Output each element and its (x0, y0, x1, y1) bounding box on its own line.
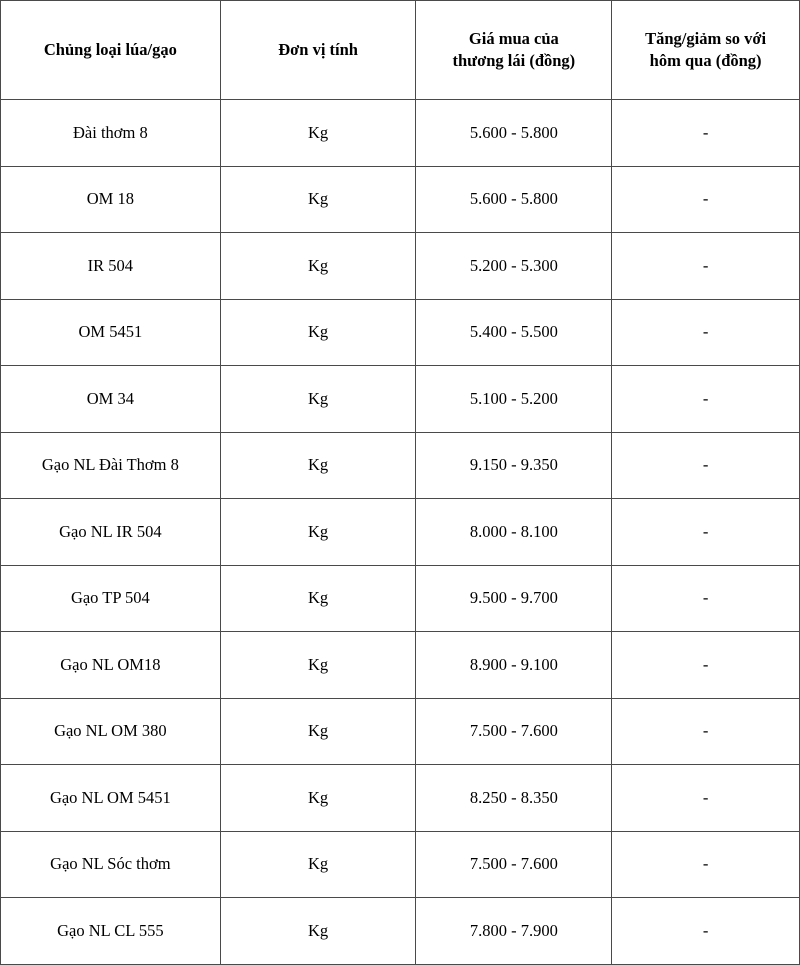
cell-variety: OM 34 (1, 366, 221, 433)
cell-variety: OM 18 (1, 166, 221, 233)
table-row (1, 366, 800, 433)
table-row (1, 632, 800, 699)
table-row (1, 100, 800, 167)
cell-change: - (612, 299, 800, 366)
cell-unit: Kg (220, 565, 416, 632)
column-header-unit-line-1: Đơn vị tính (278, 39, 358, 59)
cell-price: 5.600 - 5.800 (416, 100, 612, 167)
cell-unit: Kg (220, 432, 416, 499)
table-row (1, 432, 800, 499)
cell-variety: OM 5451 (1, 299, 221, 366)
cell-change: - (612, 831, 800, 898)
cell-variety: Gạo NL OM 380 (1, 698, 221, 765)
cell-price: 9.150 - 9.350 (416, 432, 612, 499)
column-header-variety (1, 1, 221, 100)
cell-unit: Kg (220, 100, 416, 167)
cell-price: 8.000 - 8.100 (416, 499, 612, 566)
cell-price: 8.900 - 9.100 (416, 632, 612, 699)
table-row (1, 765, 800, 832)
cell-price: 5.600 - 5.800 (416, 166, 612, 233)
table-header-row (1, 1, 800, 100)
cell-price: 8.250 - 8.350 (416, 765, 612, 832)
cell-change: - (612, 233, 800, 300)
cell-variety: IR 504 (1, 233, 221, 300)
cell-unit: Kg (220, 898, 416, 965)
cell-unit: Kg (220, 499, 416, 566)
cell-change: - (612, 698, 800, 765)
column-header-change (612, 1, 800, 100)
column-header-change-line-2: hôm qua (đồng) (649, 51, 762, 70)
cell-change: - (612, 166, 800, 233)
cell-price: 5.400 - 5.500 (416, 299, 612, 366)
cell-unit: Kg (220, 233, 416, 300)
cell-unit: Kg (220, 166, 416, 233)
cell-change: - (612, 632, 800, 699)
cell-unit: Kg (220, 831, 416, 898)
cell-unit: Kg (220, 299, 416, 366)
column-header-price (416, 1, 612, 100)
cell-price: 5.100 - 5.200 (416, 366, 612, 433)
table-row (1, 166, 800, 233)
cell-variety: Đài thơm 8 (1, 100, 221, 167)
column-header-change-line-1: Tăng/giảm so với (645, 28, 767, 48)
column-header-price-line-1: Giá mua của (468, 28, 559, 48)
cell-variety: Gạo NL Sóc thơm (1, 831, 221, 898)
table-row (1, 831, 800, 898)
cell-variety: Gạo NL OM 5451 (1, 765, 221, 832)
cell-unit: Kg (220, 632, 416, 699)
cell-unit: Kg (220, 698, 416, 765)
table-row (1, 898, 800, 965)
cell-price: 7.500 - 7.600 (416, 698, 612, 765)
table-body (1, 100, 800, 965)
cell-price: 7.500 - 7.600 (416, 831, 612, 898)
cell-change: - (612, 898, 800, 965)
cell-variety: Gạo NL OM18 (1, 632, 221, 699)
table-row (1, 233, 800, 300)
cell-change: - (612, 432, 800, 499)
cell-variety: Gạo NL CL 555 (1, 898, 221, 965)
table-row (1, 499, 800, 566)
column-header-unit (220, 1, 416, 100)
table-row (1, 299, 800, 366)
cell-price: 9.500 - 9.700 (416, 565, 612, 632)
table-header (1, 1, 800, 100)
cell-change: - (612, 765, 800, 832)
cell-unit: Kg (220, 366, 416, 433)
cell-unit: Kg (220, 765, 416, 832)
cell-variety: Gạo NL IR 504 (1, 499, 221, 566)
column-header-price-line-2: thương lái (đồng) (452, 51, 576, 70)
table-row (1, 565, 800, 632)
cell-change: - (612, 366, 800, 433)
cell-variety: Gạo NL Đài Thơm 8 (1, 432, 221, 499)
table-row (1, 698, 800, 765)
cell-price: 5.200 - 5.300 (416, 233, 612, 300)
cell-change: - (612, 499, 800, 566)
cell-change: - (612, 100, 800, 167)
column-header-variety-line-1: Chủng loại lúa/gạo (43, 39, 177, 59)
cell-change: - (612, 565, 800, 632)
cell-variety: Gạo TP 504 (1, 565, 221, 632)
cell-price: 7.800 - 7.900 (416, 898, 612, 965)
